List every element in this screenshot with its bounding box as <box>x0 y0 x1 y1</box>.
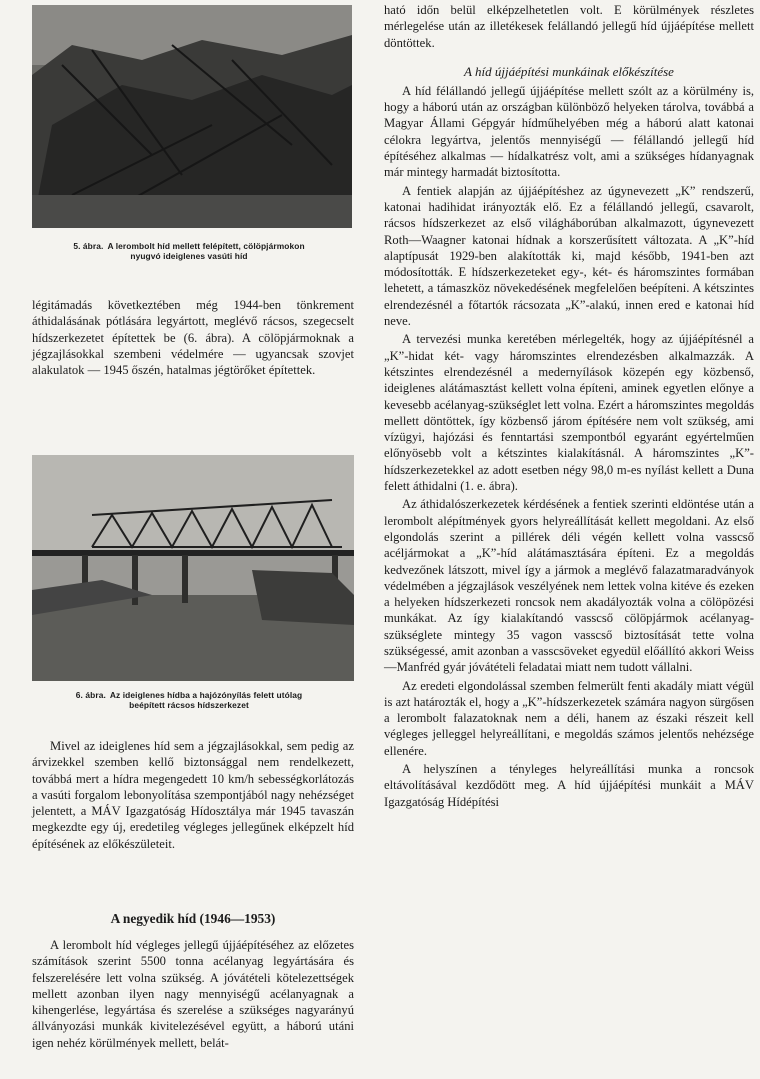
figure-5-photo <box>32 5 352 228</box>
right-paragraph-6: Az eredeti elgondolással szemben felmerült fenti akadály miatt végül is azt határozták el, hogy a „K”-hídszerkezetek számára nagyon sürgősen a lerombolt falazatoknak nem a déli, hanem az északi részeit kell végleges jelleggel helyreállítani, e megoldás számos jelentős nehézsége ellenére. <box>384 678 754 758</box>
figure-5-caption-line2: nyugvó ideiglenes vasúti híd <box>130 251 248 261</box>
right-paragraph-5: Az áthidalószerkezetek kérdésének a fentiek szerinti eldöntése után a lerombolt alépítmények gyors helyreállítását kellett megoldani. Az első elgondolás szerint a pillérek déli végén kellett volna vasscső acéljármokat a „K”-híd alátámasztására építeni. Ez a megoldás kedvezőnek látszott, mivel így a jármok a meglévő falazatmaradványok védelmében a jégzajlások veszélyének nem lettek volna kitéve és ezeken a helyeken hídszerkezeti roncsok nem akadályozták volna a cölöpözési munkákat. Az így kialakítandó vasscső cölöpjármok acélanyag-szükséglete mintegy 35 vagon vasscső biztosítását tette volna szükségessé, amit azonban a vasscsöveket egyedül előállító akkori Weiss—Manfréd gyár jóvátételi feladatai miatt nem tudott vállalni. <box>384 497 754 675</box>
figure-5-number: 5. ábra. <box>73 241 104 251</box>
right-paragraph-4: A tervezési munka keretében mérlegelték, hogy az újjáépítésnél a „K”-hidat két- vagy háromszintes elrendezésben alkalmazzák. A kétszintes elrendezésnél a medernyílások közepén egy közbenső, ideiglenes alátámasztást kellett volna építeni, aminek egyetlen előnye a kevesebb acélanyag-szükséglet lett volna. Ezért a háromszintes megoldás mellett döntöttek, így közbenső járom építésére nem volt szükség, ami vízügyi, hajózási és fenntartási szempontból egyaránt egyértelműen előnyösebb volt a kétszintes kialakításnál. A háromszintes „K”-hídszerkezetekkel az adott esetben négy 98,0 m-es nyílást kellett a Duna felett áthidalni (1. e. ábra). <box>384 332 754 494</box>
figure-6-photo <box>32 455 354 681</box>
right-paragraph-1: ható időn belül elképzelhetetlen volt. E körülmények részletes mérlegelése után az illetékesek felállandó jellegű híd újjáépítése mellett döntöttek. <box>384 3 754 50</box>
left-paragraph-3: A lerombolt híd végleges jellegű újjáépítéséhez az előzetes számítások szerint 5500 tonna acélanyag legyártására és felszerelésére lett volna szükség. A jóvátételi kötelezettségek mellett azonban ilyen nagy mennyiségű acélanyagnak a kihengerlése, legyártása és szerelése a szükséges nagyarányú állványozási munkák kivitelezésével együtt, a háború utáni igen nehéz körülmények mellett, belát- <box>32 938 354 1050</box>
right-paragraph-7: A helyszínen a tényleges helyreállítási munka a roncsok eltávolításával kezdődött meg. A híd újjáépítési munkáit a MÁV Igazgatóság Hídépítési <box>384 762 754 809</box>
figure-5-caption-line1: A lerombolt híd mellett felépített, cölöpjármokon <box>107 241 305 251</box>
left-paragraph-2: Mivel az ideiglenes híd sem a jégzajlásokkal, sem pedig az árvizekkel szemben kellő biztonsággal nem rendelkezett, továbbá mert a hídra megengedett 10 km/h sebességkorlátozás a vasúti forgalom lebonyolítása szempontjából nagy nehézséget jelentett, a MÁV Igazgatóság Hídosztálya már 1945 tavaszán megkezdte egy új, eredetileg végleges jellegűnek elképzelt híd építésének az előkészületeit. <box>32 739 354 851</box>
right-paragraph-2: A híd félállandó jellegű újjáépítése mellett szólt az a körülmény is, hogy a háború után az országban különböző helyeken tárolva, továbbá a Magyar Állami Gépgyár hídműhelyében még a háború alatt katonai célokra legyártva, jelentős mennyiségű — félállandó jellegű híd építéséhez alkalmas — hídalkatrész volt, ami a szükséges hídanyagnak már mintegy harmadát biztosította. <box>384 83 754 180</box>
right-paragraph-3: A fentiek alapján az újjáépítéshez az úgynevezett „K” rendszerű, katonai hadihidat irányozták elő. Ez a félállandó jellegű, csavarolt, rácsos hídszerkezet az első világháborúban alkalmazott, úgynevezett Roth—Waagner katonai hídnak a korszerűsített változata. A „K”-híd alaptípusát 1929-ben alakították ki, majd később, 1941-ben azt módosították. E hídszerkezeteket egy-, két- és háromszintes formában lehetett, a támaszköz növekedésének megfelelően beépíteni. A kétszintes elrendezésnél a főtartók rácsozata „K”-alakú, innen ered e katonai híd neve. <box>384 183 754 329</box>
figure-6-number: 6. ábra. <box>75 690 106 700</box>
left-paragraph-1: légitámadás következtében még 1944-ben tönkrement áthidalásának pótlására legyártott, meglévő rácsos, szegecselt hídszerkezetet építettek be (6. ábra). A cölöpjármoknak a jégzajlásokkal szembeni védelmére — ugyancsak szovjet alakulatok — 1945 őszén, hatalmas jégtörőket építettek. <box>32 298 354 378</box>
figure-5-caption <box>14 241 364 261</box>
section-heading-fourth-bridge: A negyedik híd (1946—1953) <box>110 911 276 926</box>
figure-6-caption <box>12 690 366 710</box>
figure-6-caption-line1: Az ideiglenes hídba a hajózónyílás felett utólag <box>109 690 303 700</box>
section-heading-preparation: A híd újjáépítési munkáinak előkészítése <box>464 63 674 79</box>
figure-6-caption-line2: beépített rácsos hídszerkezet <box>129 700 249 710</box>
right-column <box>384 2 754 810</box>
